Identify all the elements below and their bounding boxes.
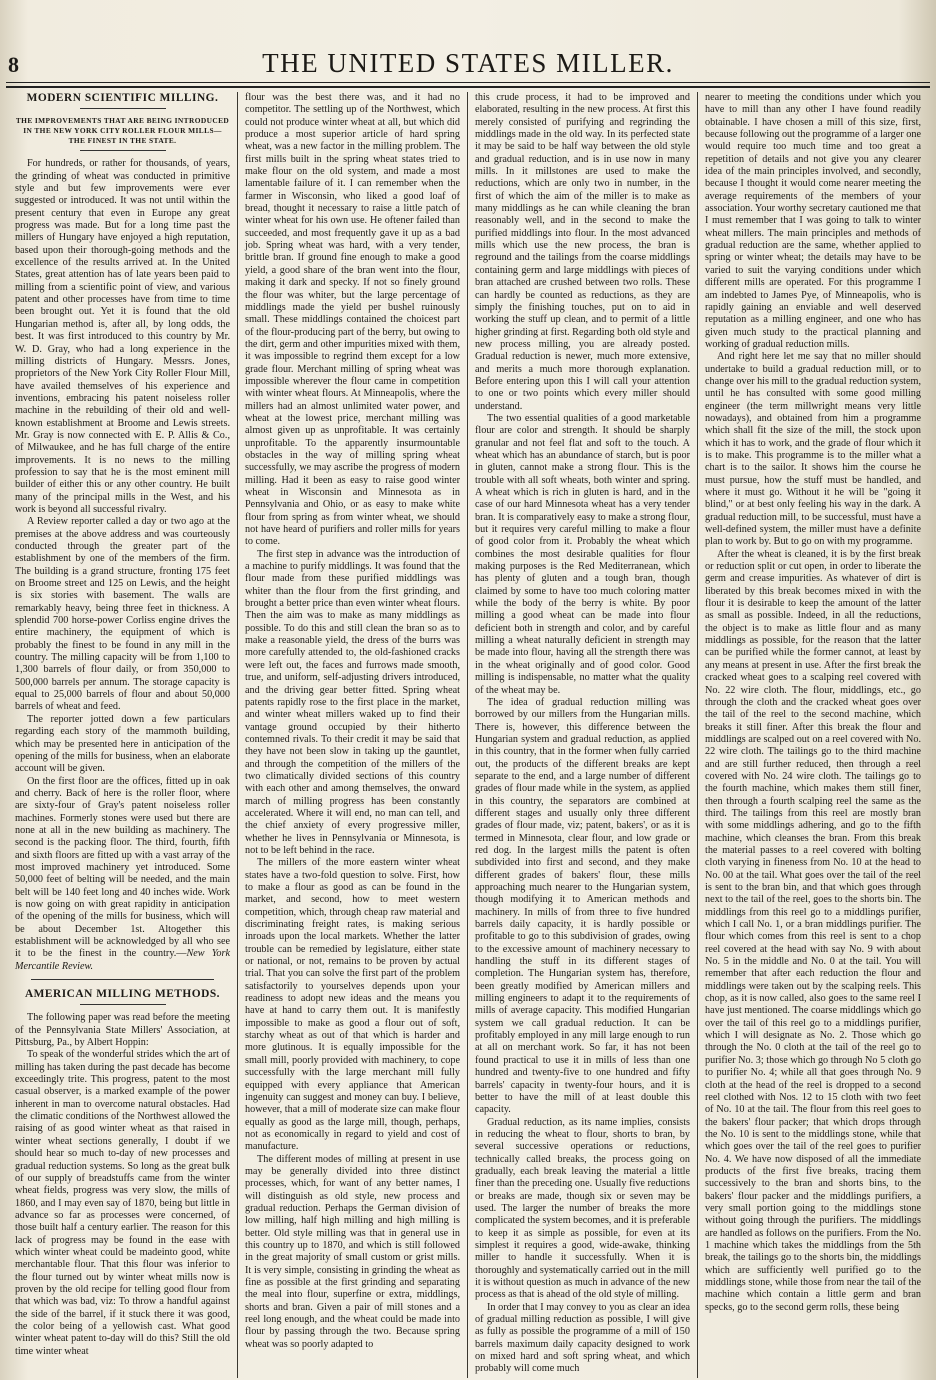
- headline-rule: [80, 108, 166, 109]
- paragraph: To speak of the wonderful strides which the art of milling has taken during the past decade has become exceedingly trite. This progress, patent to the most casual observer, is a marked example of the power inherent in man to overcome natural obstacles. Had the climatic conditions of the Northwest allowed the raising of as good winter wheat as that raised in winter wheat sections generally, I doubt if we should hear so much to-day of new processes and gradual reduction systems. So long as the great bulk of our supply of breadstuffs came from the winter wheat fields, progress was very slow, the mills of 1860, and I may even say of 1870, being but little in advance so far as processes were concerned, of those built half a century earlier. The reason for this lack of progress may be found in the ease with which winter wheat could be madeinto good, white merchantable flour. That this flour was inferior to the flour turned out by winter wheat mills now is proven by the old recipe for telling good flour from that which was bad, viz: To throw a handful against the side of the barrel, if it stuck there it was good, the color being of a yellowish cast. What good winter wheat patent to-day will do this? Still the old time winter wheat: [15, 1049, 230, 1357]
- paragraph: And right here let me say that no miller should undertake to build a gradual reduction mill, or to change over his mill to the gradual reduction system, until he has consulted with some good milling engineer (the term millwright means very little nowadays), and obtained from him a programme which shall fit the size of the mill, the stock upon which it has to work, and the grade of flour which it is to make. This programme is to the miller what a chart is to the sailor. It shows him the course he must pursue, how the stuff must be handled, and where it must go. Without it he will be "going it blind," or at best only feeling his way in the dark. A gradual reduction mill, to be successful, must have a well-defined system, the miller must have a definite plan to work by. But to go on with my programme.: [705, 351, 921, 548]
- paragraph: flour was the best there was, and it had no competitor. The settling up of the Northwest, which could not produce winter wheat at all, but which did produce a most superior article of hard spring wheat, was a new factor in the milling problem. The first mills built in the spring wheat states tried to make flour on the old system, and made a most lamentable failure of it. I can remember when the farmer in Wisconsin, who liked a good loaf of bread, thought it necessary to raise a little patch of winter wheat for his own use. He oftener failed than succeeded, and most frequently gave it up as a bad job. Spring wheat was hard, with a very tender, brittle bran. If ground fine enough to make a good yield, a good share of the bran went into the flour, making it dark and specky. If not so finely ground the flour was whiter, but the large percentage of middlings made the yield per bushel ruinously small. These middlings contained the choicest part of the flour-producing part of the berry, but owing to the dirt, germ and other impurities mixed with them, it was impossible to regrind them except for a low grade flour. Merchant milling of spring wheat was impossible wherever the flour came in competition with winter wheat flours. At Minneapolis, where the millers had an almost unlimited water power, and wheat at the lowest price, merchant milling was almost given up as unprofitable. It was certainly unprofitable. To the apparently insurmountable obstacles in the way of milling spring wheat successfully, we may ascribe the progress of modern milling. Had it been as easy to raise good winter wheat in Wisconsin and Minnesota as in Pennsylvania and Ohio, or as easy to make white flour from spring as from winter wheat, we should not have heard of purifiers and roller mills for years to come.: [245, 92, 460, 548]
- paragraph: After the wheat is cleaned, it is by the first break or reduction split or cut open, in order to liberate the germ and crease impurities. As whatever of dirt is liberated by this break becomes mixed in with the flour it is desirable to keep the amount of the latter as small as possible. Indeed, in all the reductions, the object is to make as little flour and as many middlings as possible, for the reason that the latter can be purified while the former cannot, at least by any means at present in use. After the first break the cracked wheat goes to a scalping reel covered with No. 22 wire cloth. The flour, middlings, etc., go through the cloth and the cracked wheat goes over the tail of the reel to the second machine, which breaks it still finer. After this break the flour and middlings are scalped out on a reel covered with No. 22 wire cloth. The tailings go to the third machine and are still further reduced, then through a reel covered with No. 24 wire cloth. The tailings go to the fourth machine, which makes them still finer, then through a fourth scalping reel the same as the third. The tailings from this reel are mostly bran with some middlings adhering, and go to the fifth machine, which cleanses the bran. From this break the material passes to a reel covered with bolting cloth varying in fineness from No. 10 at the head to No. 00 at the tail. What goes over the tail of the reel is sent to the bran bin, and that which goes through next to the tail of the reel, goes to the shorts bin. The middlings from this reel go to a middlings purifier, which I call No. 1, or a bran middlings purifier. The flour which comes from this reel is sent to a chop reel covered at the head with say No. 9 with about No. 5 in the middle and No. 0 at the tail. You will remember that after each reduction the flour and middlings were taken out by the scalping reels. This chop, as it is now called, also goes to the same reel I have just mentioned. The coarse middlings which go over the tail of this reel go to a middlings purifier, which I will designate as No. 2. Those which go through the No. 0 cloth at the tail of the reel go to purifier No. 3; those which go through No 5 cloth go to purifier No. 4; while all that goes through No. 9 cloth at the head of the reel is dropped to a second reel clothed with Nos. 12 to 15 cloth with two feet of No. 10 at the tail. The flour from this reel goes to the bakers' flour packer; that which drops through the No. 10 is sent to the middlings stone, while that which goes over the tail of the reel goes to purifier No. 4. We have now disposed of all the immediate products of the first five breaks, tracing them successively to the bran and shorts bins, to the bakers' flour packer and the middlings purifiers, a very small portion going to the middlings stone without going through the purifiers. The middlings are handled as follows on the purifiers. From the No. 1 machine which takes the middlings from the 5th break, the tailings go to the shorts bin, the middlings which are sufficiently well purified go to the middlings stone, while those from near the tail of the machine which contain a little germ and bran specks, go to the second germ rolls, these being: [705, 548, 921, 1313]
- subhead-rule: [80, 150, 166, 151]
- page-number: 8: [8, 52, 19, 77]
- article-subhead: THE IMPROVEMENTS THAT ARE BEING INTRODUCED IN THE NEW YORK CITY ROLLER FLOUR MILLS—THE FINEST IN THE STATE.: [15, 116, 230, 146]
- paragraph-text: On the first floor are the offices, fitted up in oak and cherry. Back of here is the roller floor, where are sixty-four of Gray's patent noiseless roller machines. Formerly stones were used but there are none at all in the new building as machinery. The second is the packing floor. The third, fourth, fifth and sixth floors are fitted up with a vast array of the most improved machinery yet introduced. Some 50,000 feet of belting will be needed, and the main belt will be 140 feet long and 40 inches wide. Work is now going on with great rapidity in anticipation of the opening of the mills for business, which will be about December 1st. Altogether this establishment will be acknowledged by all who see it to be the finest in the country.—: [15, 775, 230, 960]
- paragraph: The millers of the more eastern winter wheat states have a two-fold question to solve. First, how to make a flour as good as can be found in the market, and second, how to meet western competition, which, through cheap raw material and discriminating freight rates, is making serious inroads upon the local markets. Whether the latter trouble can be remedied by legislature, either state or national, or not, remains to be proven by actual trial. That you can solve the first part of the problem satisfactorily to yourselves depends upon your readiness to adopt new ideas and the means you have at hand to carry them out. It is manifestly impossible to make as good a flour out of soft, starchy wheat as out of that which is harder and more glutinous. It is equally impossible for the small mill, poorly provided with machinery, to cope successfully with the large merchant mill fully equipped with every appliance that American ingenuity can suggest and money can buy. I believe, however, that a mill of moderate size can make flour equally as good as the large mill, though, perhaps, not as economically in regard to yield and cost of manufacture.: [245, 857, 460, 1153]
- section-rule: [31, 979, 214, 980]
- paragraph: The first step in advance was the introduction of a machine to purify middlings. It was found that the flour made from these purified middlings was whiter than the flour from the first grinding, and brought a better price than even winter wheat flours. Then the aim was to make as many middlings as possible. To do this and still clean the bran so as to make a reasonable yield, the dress of the burrs was more carefully attended to, the old-fashioned cracks were left out, the faces and furrows made smooth, true, and uniform, self-adjusting drivers introduced, and the driving gear better fitted. Spring wheat patents rapidly rose to the first place in the market, and winter wheat millers waked up to find their vantage ground occupied by their hitherto contemned rivals. To their credit it may be said that they have not been slow in taking up the gauntlet, and through the competition of the millers of the two climatically divided sections of this country with each other and among themselves, the onward march of milling progress has been constantly accelerated. Where it will end, no man can tell, and the chief anxiety of every progressive miller, whether he lives in Pennsylvania or Minnesota, is not to be left behind in the race.: [245, 548, 460, 856]
- article-headline: MODERN SCIENTIFIC MILLING.: [26, 92, 219, 104]
- newspaper-title: THE UNITED STATES MILLER.: [262, 48, 674, 78]
- column-2: [238, 92, 468, 1378]
- paragraph: The different modes of milling at present in use may be generally divided into three distinct processes, which, for want of any better names, I will distinguish as old style, new process and gradual reduction. Perhaps the German division of low milling, half high milling and high milling is better. Old style milling was that in general use in this country up to 1870, and which is still followed in the great majority of small custom or grist mills. It is very simple, consisting in grinding the wheat as fine as possible at the first grinding and separating the meal into flour, superfine or extra, middlings, shorts and bran. Given a pair of mill stones and a reel long enough, and the wheat could be made into flour by passing through the two. Because spring wheat was so poorly adapted to: [245, 1153, 460, 1350]
- paragraph: nearer to meeting the conditions under which you have to mill than any other I have found readily obtainable. I have chosen a mill of this size, first, because following out the programme of a larger one would require too much time and too great a repetition of details and not give you any clearer idea of the main principles involved, and secondly, because I thought it would come nearer meeting the average requirements of the members of your association. Your worthy secretary cautioned me that I must remember that I was going to talk to winter wheat millers. The main principles and methods of gradual reduction are the same, whether applied to spring or winter wheat; the details may have to be varied to suit the varying conditions under which different mills are operated. For this programme I am indebted to James Pye, of Minneapolis, who is rapidly gaining an enviable and well deserved reputation as a milling engineer, and one who has given much study to the practical planning and working of gradual reduction mills.: [705, 92, 921, 350]
- masthead-rule: [6, 82, 930, 83]
- paragraph: [15, 776, 230, 974]
- article-headline-2: AMERICAN MILLING METHODS.: [24, 988, 221, 1001]
- column-1: [8, 92, 238, 1378]
- source-credit: New York Mercantile Review.: [15, 948, 230, 972]
- paragraph: this crude process, it had to be improved and elaborated, resulting in the new process. At first this merely consisted of purifying and regrinding the middlings made in the old way. In its perfected state it may be said to be half way between the old style and gradual reduction, and is in use now in many mills. In it millstones are used to make the reductions, which are only two in number, in the first of which the aim of the miller is to make as many middlings as he can while cleaning the bran reasonably well, and in the second to make the purified middlings into flour. In the most advanced mills which use the new process, the bran is reground and the tailings from the coarse middlings containing germ and large middlings with pieces of bran attached are crushed between two rolls. These can hardly be counted as reductions, as they are simply the finishing touches, put on to aid in working the stuff up clean, and to permit of a little higher grinding at first. Regarding both old style and new process milling, you are already posted. Gradual reduction is newer, much more extensive, and merits a much more thorough explanation. Before entering upon this I will call your attention to one or two points which every miller should understand.: [475, 92, 690, 412]
- masthead-rule-thick: [6, 86, 930, 88]
- column-4: [698, 92, 928, 1378]
- text-columns: [8, 92, 928, 1378]
- paragraph: The following paper was read before the meeting of the Pennsylvania State Millers' Association, at Pittsburg, Pa., by Albert Hoppin:: [15, 1012, 230, 1049]
- column-3: [468, 92, 698, 1378]
- paragraph: The idea of gradual reduction milling was borrowed by our millers from the Hungarian mills. There is, however, this difference between the Hungarian system and gradual reduction, as applied in this country, that in the former when fully carried out, the products of the different breaks are kept separate to the end, and a large number of different grades of flour made while in the system, as applied in this country, the separators are combined at different stages and usually only three different grades of flour made, viz; patent, bakers', or as it is termed in Minnesota, clear flour, and low grade or red dog. In the largest mills the patent is often subdivided into first and second, and they make different grades of bakers' flour, these mills approaching much nearer to the Hungarian system, though modifying it to American methods and machinery. In mills of from three to five hundred barrels daily capacity, it is hardly possible or profitable to go to this subdivision of grades, owing to the excessive amount of machinery necessary to handling the stuff in its different stages of completion. The Hungarian system has, therefore, been greatly modified by American millers and milling engineers to adapt it to the requirements of mills of average capacity. This modified Hungarian system we call gradual reduction. It can be profitably employed in any mill large enough to run at all on merchant work. So far, it has not been found practical to use it in mills of less than one hundred and twenty-five to one hundred and fifty barrels' capacity in twenty-four hours, and it is better to have the mill of at least double this capacity.: [475, 696, 690, 1116]
- paragraph: In order that I may convey to you as clear an idea of gradual milling reduction as possible, I will give as fully as possible the programme of a mill of 150 barrels maximum daily capacity designed to work on mixed hard and soft spring wheat, and which probably will come much: [475, 1301, 690, 1375]
- headline-rule-2: [80, 1004, 166, 1005]
- paragraph: The reporter jotted down a few particulars regarding each story of the mammoth building, which may be presented here in anticipation of the opening of the mills for business, when an elaborate account will be given.: [15, 713, 230, 775]
- paragraph: A Review reporter called a day or two ago at the premises at the above address and was courteously conducted through the greater part of the establishment by one of the members of the firm. The building is a grand structure, fronting 175 feet on Broome street and 125 on Lewis, and the height is six stories with basement. The walls are remarkably heavy, being three feet in thickness. A splendid 700 horse-power Corliss engine drives the entire machinery, the equipment of which is probably the finest to be found in any mill in the country. The milling capacity will be from 1,100 to 1,300 barrels of flour daily, or from 350,000 to 500,000 barrels per annum. The storage capacity is equal to 25,000 barrels of flour and about 50,000 barrels of wheat and feed.: [15, 516, 230, 713]
- paragraph: The two essential qualities of a good marketable flour are color and strength. It should be sharply granular and not feel flat and soft to the touch. A wheat which has an abundance of starch, but is poor in gluten, cannot make a strong flour. This is the trouble with all soft wheats, both winter and spring. A wheat which is rich in gluten is hard, and in the case of our hard Minnesota wheat has a very tender bran. It is comparatively easy to make a strong flour, but it requires very careful milling to make a flour of good color from it. Probably the wheat which combines the most desirable qualities for flour making purposes is the Red Mediterranean, which has plenty of gluten and a tough bran, though claimed by some to have too much coloring matter while the body of the berry is white. By poor milling a good wheat can be made into flour deficient both in strength and color, and by careful milling a wheat naturally deficient in strength may be made into flour, having all the strength there was in the wheat originally and of good color. Good milling is indispensable, no matter what the quality of the wheat may be.: [475, 412, 690, 696]
- paragraph: Gradual reduction, as its name implies, consists in reducing the wheat to flour, shorts to bran, by several successive operations or reductions, technically called breaks, the process going on gradually, each break leaving the material a little finer than the preceding one. Usually five reductions or breaks are made, though six or seven may be used. The larger the number of breaks the more complicated the system becomes, and it is preferable to keep it as simple as possible, for even at its simplest it requires a good, wide-awake, thinking miller to handle it successfully. When it is thoroughly and systematically carried out in the mill it is without question as much in advance of the new process as that is ahead of the old style of milling.: [475, 1116, 690, 1301]
- masthead: [0, 0, 936, 80]
- paragraph: For hundreds, or rather for thousands, of years, the grinding of wheat was conducted in primitive style and but few improvements were ever suggested or introduced. It was not until within the present century that even in Europe any great progress was made. But for a long time past the millers of Hungary have enjoyed a high reputation, based upon their thorough-going methods and the excellence of the results arrived at. In the United States, great attention has of late years been paid to milling from a scientific point of view, and various patent and other processes have from time to time been brought out. Yet it is found that the old Hungarian method is, after all, by long odds, the best. It was first introduced to this country by Mr. W. D. Gray, who had a long experience in the milling districts of Hungary. Messrs. Jones, proprietors of the New York City Roller Flour Mill, have availed themselves of his experience and inventions, embracing his patent noiseless roller machine in the rebuilding of their old and well-known establishment at Broome and Lewis streets. Mr. Gray is now connected with E. P. Allis & Co., of Milwaukee, and he has full charge of the entire improvements. It is no news to the milling profession to say that he is the most eminent mill builder of either this or any other country. He built many of the principal mills in the West, and his work is beyond all successful rivalry.: [15, 158, 230, 515]
